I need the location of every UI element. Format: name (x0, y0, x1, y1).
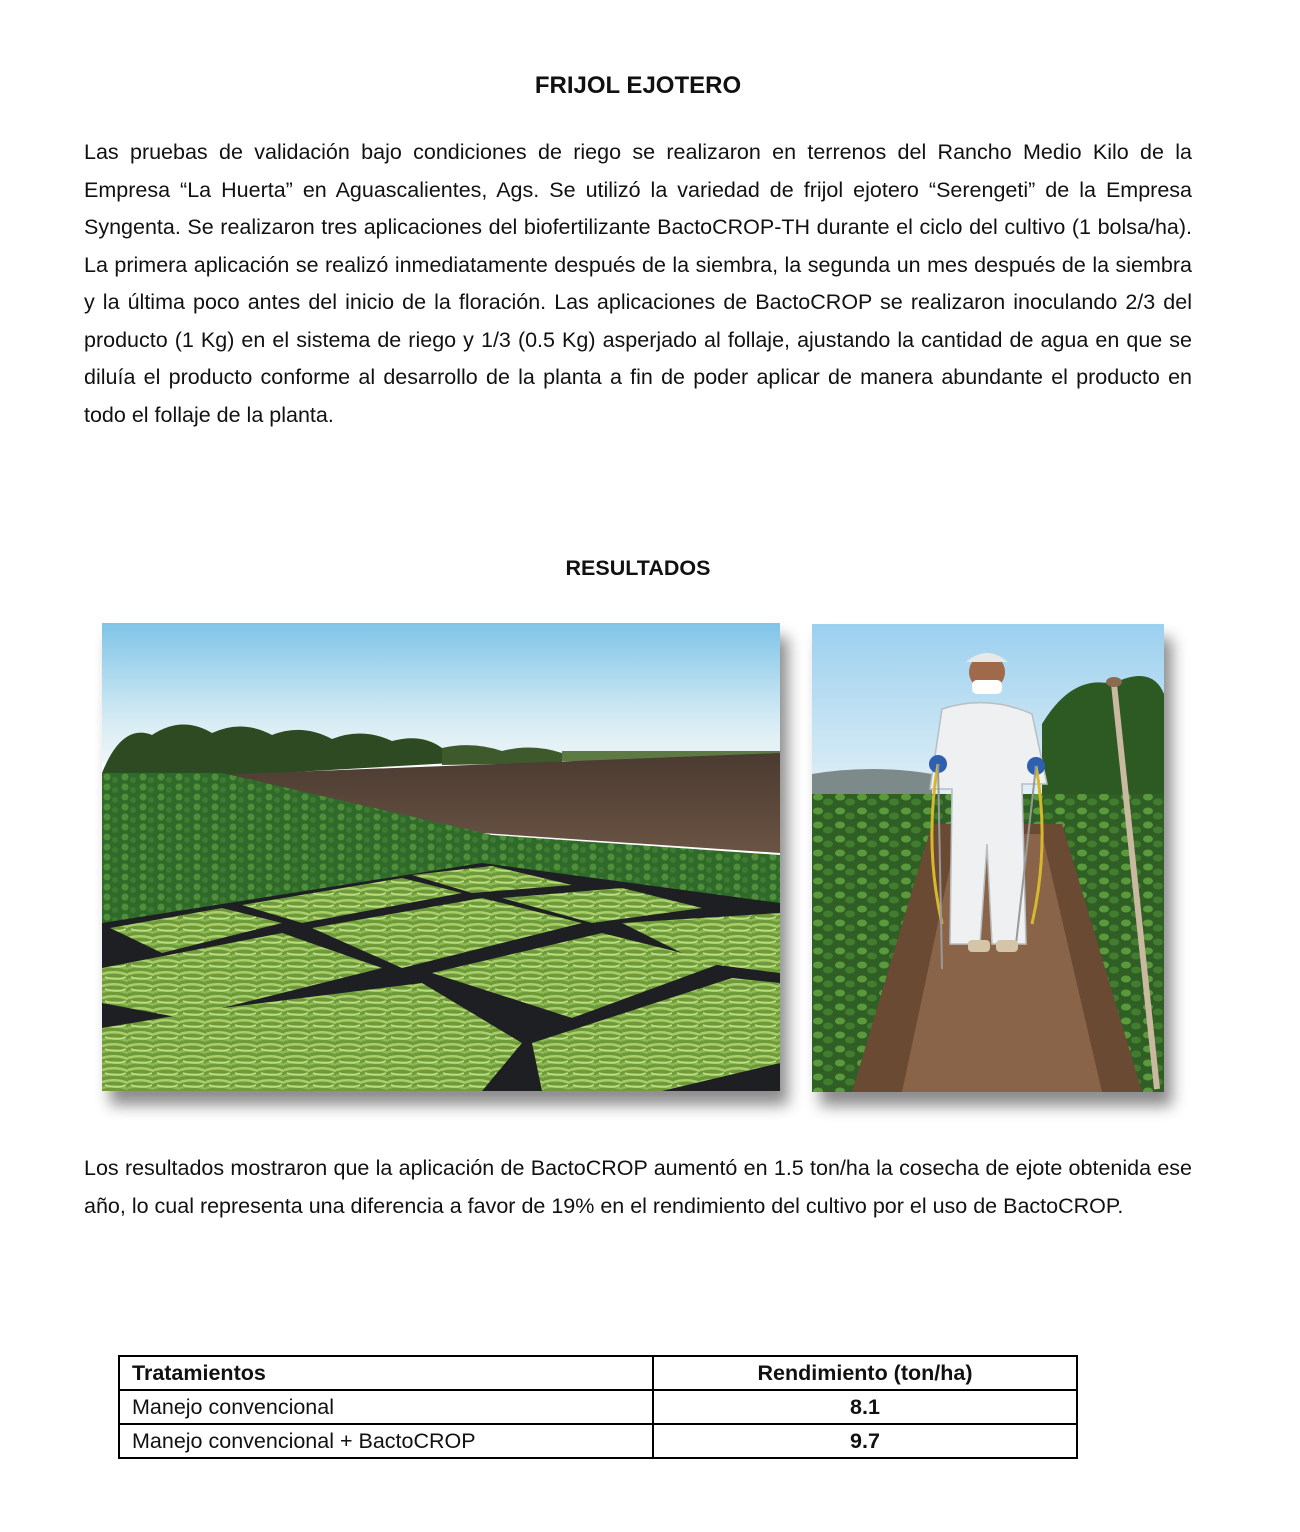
worker-spraying-image (812, 624, 1164, 1092)
yield-cell: 8.1 (653, 1390, 1077, 1424)
yield-cell: 9.7 (653, 1424, 1077, 1458)
yield-results-table (118, 1355, 1078, 1459)
results-paragraph: Los resultados mostraron que la aplicación de BactoCROP aumentó en 1.5 ton/ha la cosecha de ejote obtenida ese año, lo cual representa una diferencia a favor de 19% en el rendimiento del cultivo por el uso de BactoCROP. (84, 1156, 1192, 1218)
document-title: FRIJOL EJOTERO (534, 72, 742, 99)
treatment-cell: Manejo convencional + BactoCROP (119, 1424, 653, 1458)
green-beans-crates-photo (102, 623, 780, 1091)
table-row (119, 1424, 1077, 1458)
worker-spraying-photo (812, 624, 1164, 1092)
column-header-treatments: Tratamientos (119, 1356, 653, 1390)
treatment-cell: Manejo convencional (119, 1390, 653, 1424)
intro-paragraph: Las pruebas de validación bajo condiciones de riego se realizaron en terrenos del Rancho Medio Kilo de la Empresa “La Huerta” en Aguascalientes, Ags. Se utilizó la variedad de frijol ejotero “Serengeti” de la Empresa Syngenta. Se realizaron tres aplicaciones del biofertilizante BactoCROP-TH durante el ciclo del cultivo (1 bolsa/ha). La primera aplicación se realizó inmediatamente después de la siembra, la segunda un mes después de la siembra y la última poco antes del inicio de la floración. Las aplicaciones de BactoCROP se realizaron inoculando 2/3 del producto (1 Kg) en el sistema de riego y 1/3 (0.5 Kg) asperjado al follaje, ajustando la cantidad de agua en que se diluía el producto conforme al desarrollo de la planta a fin de poder aplicar de manera abundante el producto en todo el follaje de la planta. (84, 140, 1192, 427)
table-row (119, 1390, 1077, 1424)
table-header-row (119, 1356, 1077, 1390)
green-beans-crates-image (102, 623, 780, 1091)
results-heading: RESULTADOS (565, 556, 711, 580)
column-header-yield: Rendimiento (ton/ha) (653, 1356, 1077, 1390)
